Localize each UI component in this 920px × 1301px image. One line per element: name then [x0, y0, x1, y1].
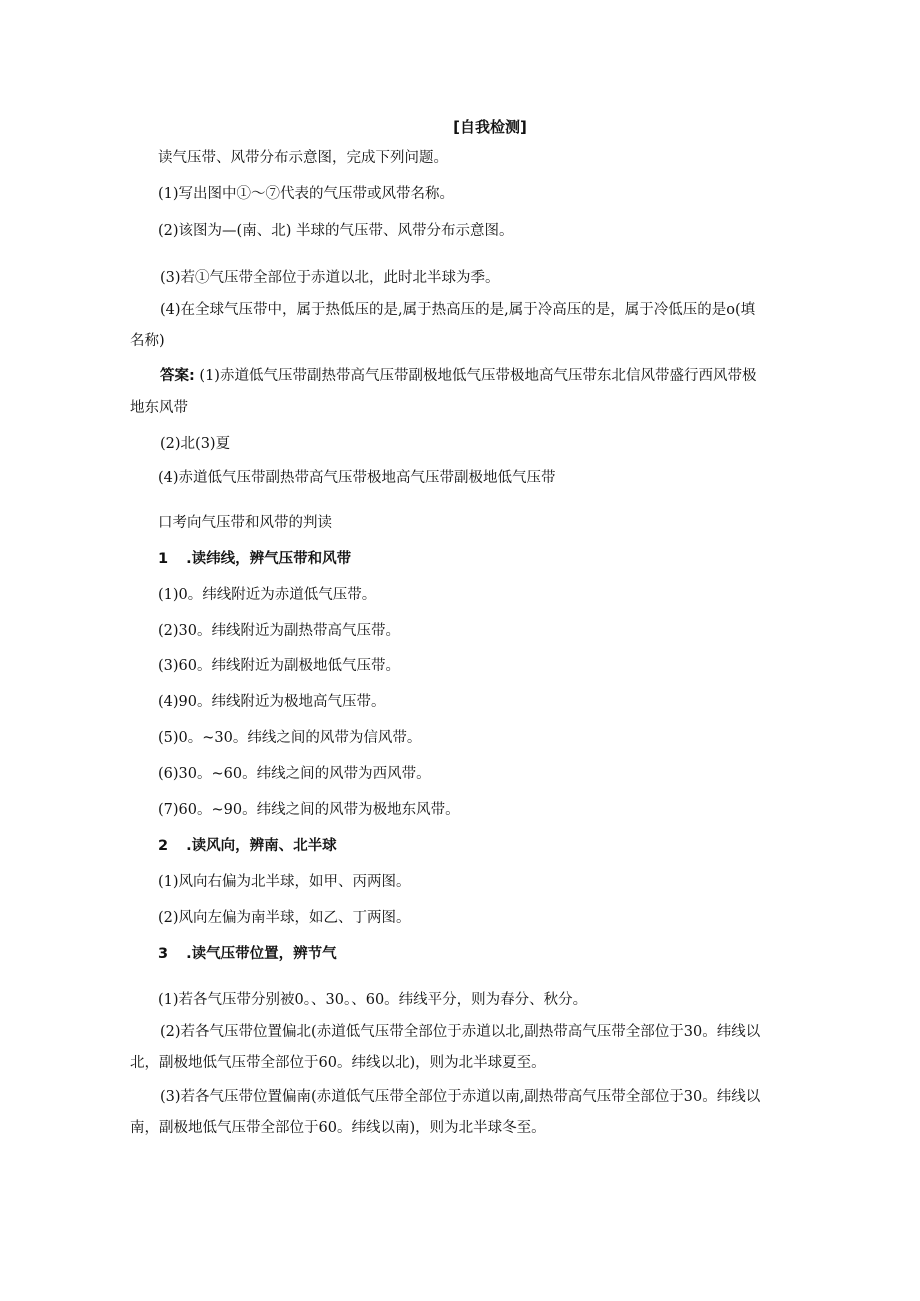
list-item: (7)60。~90。纬线之间的风带为极地东风带。	[158, 802, 460, 818]
list-item: (1)风向右偏为北半球，如甲、丙两图。	[158, 874, 411, 890]
list-item: (5)0。~30。纬线之间的风带为信风带。	[158, 730, 422, 746]
question-2: (2)该图为—(南、北) 半球的气压带、风带分布示意图。	[158, 223, 514, 239]
list-item-line1: (2)若各气压带位置偏北(赤道低气压带全部位于赤道以北,副热带高气压带全部位于30。纬线以	[160, 1024, 761, 1040]
list-item: (2)30。纬线附近为副热带高气压带。	[158, 623, 400, 639]
answer-1-line1: 答案: (1)赤道低气压带副热带高气压带副极地低气压带极地高气压带东北信风带盛行西风带极	[160, 368, 757, 384]
list-item-line2: 南，副极地低气压带全部位于60。纬线以南)，则为北半球冬至。	[130, 1120, 546, 1136]
answer-label: 答案:	[160, 368, 195, 384]
question-3: (3)若①气压带全部位于赤道以北，此时北半球为季。	[160, 270, 500, 286]
list-item: (4)90。纬线附近为极地高气压带。	[158, 694, 386, 710]
subsection-2-heading: 2 .读风向，辨南、北半球	[158, 838, 337, 854]
subsection-3-heading: 3 .读气压带位置，辨节气	[158, 946, 337, 962]
answer-4: (4)赤道低气压带副热带高气压带极地高气压带副极地低气压带	[158, 470, 556, 486]
list-item-line1: (3)若各气压带位置偏南(赤道低气压带全部位于赤道以南,副热带高气压带全部位于30。纬线以	[160, 1089, 761, 1105]
question-4-line1: (4)在全球气压带中，属于热低压的是,属于热高压的是,属于冷高压的是，属于冷低压的是o(填	[160, 302, 756, 318]
list-item: (2)风向左偏为南半球，如乙、丁两图。	[158, 910, 411, 926]
subsection-1-heading: 1 .读纬线，辨气压带和风带	[158, 551, 352, 567]
list-item: (6)30。~60。纬线之间的风带为西风带。	[158, 766, 431, 782]
list-item: (1)若各气压带分别被0。、30。、60。纬线平分，则为春分、秋分。	[158, 992, 588, 1008]
answer-2-3: (2)北(3)夏	[160, 436, 231, 452]
question-4-line2: 名称)	[130, 333, 165, 349]
list-item-line2: 北，副极地低气压带全部位于60。纬线以北)，则为北半球夏至。	[130, 1055, 546, 1071]
intro-text: 读气压带、风带分布示意图，完成下列问题。	[158, 150, 448, 166]
list-item: (1)0。纬线附近为赤道低气压带。	[158, 587, 377, 603]
section-title-self-check: [自我检测]	[453, 118, 527, 136]
question-1: (1)写出图中①～⑦代表的气压带或风带名称。	[158, 186, 455, 202]
topic-heading: 口考向气压带和风带的判读	[158, 515, 332, 531]
answer-1-line2: 地东风带	[130, 400, 188, 416]
list-item: (3)60。纬线附近为副极地低气压带。	[158, 658, 400, 674]
